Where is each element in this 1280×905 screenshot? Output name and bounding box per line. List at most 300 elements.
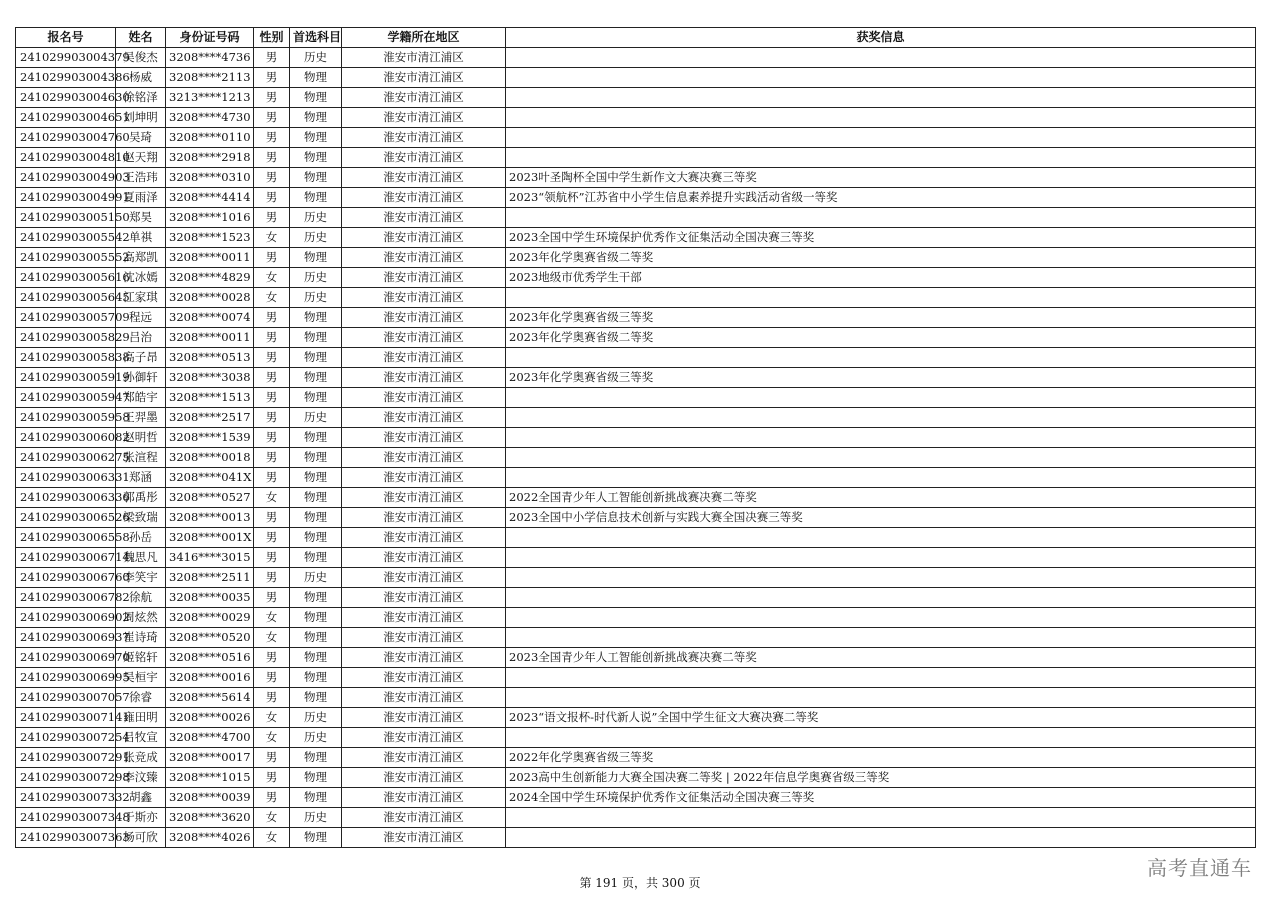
cell-first-subject: 物理 [290, 508, 342, 528]
cell-awards [506, 68, 1256, 88]
cell-awards [506, 528, 1256, 548]
cell-school-region: 淮安市清江浦区 [342, 388, 506, 408]
table-row [16, 128, 1256, 148]
cell-id-number: 3208****0074 [166, 308, 254, 328]
cell-registration-no: 241029903006995 [16, 668, 116, 688]
cell-id-number: 3208****0016 [166, 668, 254, 688]
cell-school-region: 淮安市清江浦区 [342, 748, 506, 768]
table-row [16, 628, 1256, 648]
cell-gender: 男 [254, 668, 290, 688]
table-row [16, 668, 1256, 688]
table-row [16, 508, 1256, 528]
cell-first-subject: 历史 [290, 568, 342, 588]
table-row [16, 528, 1256, 548]
cell-gender: 女 [254, 608, 290, 628]
cell-school-region: 淮安市清江浦区 [342, 428, 506, 448]
cell-school-region: 淮安市清江浦区 [342, 548, 506, 568]
cell-school-region: 淮安市清江浦区 [342, 48, 506, 68]
cell-registration-no: 241029903006082 [16, 428, 116, 448]
cell-name: 姬铭轩 [116, 648, 166, 668]
cell-first-subject: 物理 [290, 448, 342, 468]
cell-school-region: 淮安市清江浦区 [342, 628, 506, 648]
cell-school-region: 淮安市清江浦区 [342, 88, 506, 108]
cell-gender: 男 [254, 88, 290, 108]
cell-name: 李笑宇 [116, 568, 166, 588]
table-row [16, 788, 1256, 808]
cell-awards: 2023年化学奥赛省级二等奖 [506, 248, 1256, 268]
table-row [16, 108, 1256, 128]
header-id-number: 身份证号码 [166, 28, 254, 48]
cell-first-subject: 物理 [290, 388, 342, 408]
table-row [16, 188, 1256, 208]
header-school-region: 学籍所在地区 [342, 28, 506, 48]
cell-name: 于斯亦 [116, 808, 166, 828]
watermark-logo: 高考直通车 [1147, 856, 1252, 880]
cell-id-number: 3208****0516 [166, 648, 254, 668]
cell-first-subject: 物理 [290, 648, 342, 668]
cell-first-subject: 历史 [290, 728, 342, 748]
cell-school-region: 淮安市清江浦区 [342, 208, 506, 228]
cell-gender: 男 [254, 388, 290, 408]
cell-school-region: 淮安市清江浦区 [342, 708, 506, 728]
cell-awards [506, 288, 1256, 308]
cell-gender: 男 [254, 548, 290, 568]
cell-id-number: 3208****5614 [166, 688, 254, 708]
table-row [16, 828, 1256, 848]
cell-id-number: 3208****4730 [166, 108, 254, 128]
cell-registration-no: 241029903006937 [16, 628, 116, 648]
cell-registration-no: 241029903005919 [16, 368, 116, 388]
cell-registration-no: 241029903005709 [16, 308, 116, 328]
table-row [16, 348, 1256, 368]
cell-school-region: 淮安市清江浦区 [342, 788, 506, 808]
cell-name: 高郑凯 [116, 248, 166, 268]
cell-first-subject: 物理 [290, 348, 342, 368]
cell-registration-no: 241029903006336 [16, 488, 116, 508]
table-row [16, 408, 1256, 428]
cell-gender: 男 [254, 468, 290, 488]
cell-gender: 女 [254, 828, 290, 848]
table-row [16, 768, 1256, 788]
header-gender: 性别 [254, 28, 290, 48]
cell-first-subject: 历史 [290, 808, 342, 828]
cell-id-number: 3208****0527 [166, 488, 254, 508]
cell-registration-no: 241029903004991 [16, 188, 116, 208]
cell-id-number: 3208****0310 [166, 168, 254, 188]
table-row [16, 708, 1256, 728]
cell-id-number: 3208****3038 [166, 368, 254, 388]
cell-school-region: 淮安市清江浦区 [342, 248, 506, 268]
cell-registration-no: 241029903005542 [16, 228, 116, 248]
cell-registration-no: 241029903006782 [16, 588, 116, 608]
cell-awards [506, 668, 1256, 688]
cell-gender: 女 [254, 228, 290, 248]
cell-registration-no: 241029903006275 [16, 448, 116, 468]
cell-school-region: 淮安市清江浦区 [342, 108, 506, 128]
cell-school-region: 淮安市清江浦区 [342, 488, 506, 508]
cell-gender: 男 [254, 348, 290, 368]
cell-awards [506, 608, 1256, 628]
cell-awards: 2023叶圣陶杯全国中学生新作文大赛决赛三等奖 [506, 168, 1256, 188]
cell-awards [506, 48, 1256, 68]
cell-awards [506, 588, 1256, 608]
table-row [16, 328, 1256, 348]
cell-gender: 女 [254, 728, 290, 748]
cell-name: 雍田明 [116, 708, 166, 728]
cell-school-region: 淮安市清江浦区 [342, 368, 506, 388]
cell-registration-no: 241029903004903 [16, 168, 116, 188]
cell-awards: 2023全国青少年人工智能创新挑战赛决赛二等奖 [506, 648, 1256, 668]
cell-school-region: 淮安市清江浦区 [342, 808, 506, 828]
cell-school-region: 淮安市清江浦区 [342, 268, 506, 288]
header-first-subject: 首选科目 [290, 28, 342, 48]
cell-name: 单祺 [116, 228, 166, 248]
cell-awards [506, 628, 1256, 648]
cell-registration-no: 241029903007363 [16, 828, 116, 848]
cell-awards: 2023全国中学生环境保护优秀作文征集活动全国决赛三等奖 [506, 228, 1256, 248]
cell-awards [506, 128, 1256, 148]
header-registration-no: 报名号 [16, 28, 116, 48]
cell-gender: 男 [254, 308, 290, 328]
cell-school-region: 淮安市清江浦区 [342, 828, 506, 848]
table-row [16, 568, 1256, 588]
cell-id-number: 3208****0035 [166, 588, 254, 608]
cell-first-subject: 物理 [290, 328, 342, 348]
cell-gender: 女 [254, 708, 290, 728]
cell-name: 沈冰嫣 [116, 268, 166, 288]
cell-awards [506, 408, 1256, 428]
table-row [16, 608, 1256, 628]
cell-name: 高子昂 [116, 348, 166, 368]
cell-id-number: 3208****0017 [166, 748, 254, 768]
cell-registration-no: 241029903007057 [16, 688, 116, 708]
table-row [16, 548, 1256, 568]
cell-id-number: 3208****4829 [166, 268, 254, 288]
cell-id-number: 3208****4736 [166, 48, 254, 68]
cell-awards: 2023年化学奥赛省级三等奖 [506, 308, 1256, 328]
cell-registration-no: 241029903007298 [16, 768, 116, 788]
cell-id-number: 3208****001X [166, 528, 254, 548]
cell-gender: 男 [254, 68, 290, 88]
cell-registration-no: 241029903007141 [16, 708, 116, 728]
cell-id-number: 3208****0520 [166, 628, 254, 648]
cell-name: 郑涵 [116, 468, 166, 488]
cell-gender: 男 [254, 188, 290, 208]
cell-registration-no: 241029903004810 [16, 148, 116, 168]
cell-first-subject: 历史 [290, 288, 342, 308]
cell-school-region: 淮安市清江浦区 [342, 568, 506, 588]
cell-name: 李汶臻 [116, 768, 166, 788]
cell-id-number: 3208****0039 [166, 788, 254, 808]
cell-awards [506, 468, 1256, 488]
cell-first-subject: 物理 [290, 748, 342, 768]
cell-awards: 2022全国青少年人工智能创新挑战赛决赛二等奖 [506, 488, 1256, 508]
cell-awards: 2023“语文报杯-时代新人说”全国中学生征文大赛决赛二等奖 [506, 708, 1256, 728]
cell-awards [506, 808, 1256, 828]
cell-school-region: 淮安市清江浦区 [342, 348, 506, 368]
cell-school-region: 淮安市清江浦区 [342, 148, 506, 168]
cell-first-subject: 物理 [290, 788, 342, 808]
cell-gender: 男 [254, 748, 290, 768]
cell-registration-no: 241029903005616 [16, 268, 116, 288]
cell-first-subject: 物理 [290, 628, 342, 648]
cell-id-number: 3213****1213 [166, 88, 254, 108]
cell-id-number: 3208****4026 [166, 828, 254, 848]
cell-name: 张竞成 [116, 748, 166, 768]
cell-school-region: 淮安市清江浦区 [342, 768, 506, 788]
cell-registration-no: 241029903004379 [16, 48, 116, 68]
cell-first-subject: 物理 [290, 608, 342, 628]
admission-table [15, 27, 1256, 848]
cell-school-region: 淮安市清江浦区 [342, 528, 506, 548]
cell-registration-no: 241029903006714 [16, 548, 116, 568]
cell-school-region: 淮安市清江浦区 [342, 408, 506, 428]
table-row [16, 588, 1256, 608]
cell-first-subject: 物理 [290, 468, 342, 488]
cell-school-region: 淮安市清江浦区 [342, 168, 506, 188]
cell-awards: 2024全国中学生环境保护优秀作文征集活动全国决赛三等奖 [506, 788, 1256, 808]
cell-name: 吕治 [116, 328, 166, 348]
table-row [16, 308, 1256, 328]
table-row [16, 688, 1256, 708]
cell-gender: 男 [254, 48, 290, 68]
cell-school-region: 淮安市清江浦区 [342, 728, 506, 748]
cell-gender: 男 [254, 328, 290, 348]
cell-awards [506, 428, 1256, 448]
cell-name: 孙御轩 [116, 368, 166, 388]
table-row [16, 428, 1256, 448]
cell-awards [506, 88, 1256, 108]
cell-registration-no: 241029903004760 [16, 128, 116, 148]
cell-registration-no: 241029903005838 [16, 348, 116, 368]
cell-gender: 男 [254, 428, 290, 448]
cell-first-subject: 物理 [290, 548, 342, 568]
cell-id-number: 3208****2113 [166, 68, 254, 88]
cell-name: 周炫然 [116, 608, 166, 628]
cell-first-subject: 历史 [290, 48, 342, 68]
cell-id-number: 3208****2511 [166, 568, 254, 588]
page-number: 第 191 页，共 300 页 [579, 876, 701, 890]
cell-school-region: 淮安市清江浦区 [342, 588, 506, 608]
cell-awards [506, 448, 1256, 468]
cell-registration-no: 241029903006526 [16, 508, 116, 528]
cell-first-subject: 物理 [290, 108, 342, 128]
cell-id-number: 3208****1015 [166, 768, 254, 788]
cell-name: 徐航 [116, 588, 166, 608]
cell-gender: 女 [254, 288, 290, 308]
cell-registration-no: 241029903005150 [16, 208, 116, 228]
cell-gender: 男 [254, 408, 290, 428]
header-name: 姓名 [116, 28, 166, 48]
cell-awards: 2022年化学奥赛省级三等奖 [506, 748, 1256, 768]
cell-name: 崔诗琦 [116, 628, 166, 648]
cell-id-number: 3208****0028 [166, 288, 254, 308]
cell-registration-no: 241029903005645 [16, 288, 116, 308]
cell-awards [506, 148, 1256, 168]
cell-registration-no: 241029903007348 [16, 808, 116, 828]
cell-gender: 男 [254, 248, 290, 268]
table-row [16, 48, 1256, 68]
cell-registration-no: 241029903006558 [16, 528, 116, 548]
cell-first-subject: 物理 [290, 68, 342, 88]
cell-name: 赵明哲 [116, 428, 166, 448]
cell-gender: 女 [254, 808, 290, 828]
cell-registration-no: 241029903007332 [16, 788, 116, 808]
table-row [16, 88, 1256, 108]
cell-awards: 2023年化学奥赛省级二等奖 [506, 328, 1256, 348]
table-row [16, 228, 1256, 248]
cell-awards [506, 688, 1256, 708]
cell-gender: 男 [254, 368, 290, 388]
table-row [16, 488, 1256, 508]
cell-school-region: 淮安市清江浦区 [342, 128, 506, 148]
cell-first-subject: 物理 [290, 88, 342, 108]
cell-name: 赵天翔 [116, 148, 166, 168]
cell-awards: 2023地级市优秀学生干部 [506, 268, 1256, 288]
cell-name: 杨威 [116, 68, 166, 88]
cell-school-region: 淮安市清江浦区 [342, 188, 506, 208]
table-row [16, 288, 1256, 308]
table-row [16, 388, 1256, 408]
cell-first-subject: 物理 [290, 248, 342, 268]
cell-name: 吴桓宇 [116, 668, 166, 688]
cell-first-subject: 物理 [290, 168, 342, 188]
cell-id-number: 3208****0029 [166, 608, 254, 628]
cell-first-subject: 历史 [290, 268, 342, 288]
cell-gender: 女 [254, 268, 290, 288]
cell-registration-no: 241029903006970 [16, 648, 116, 668]
cell-school-region: 淮安市清江浦区 [342, 468, 506, 488]
cell-name: 孙岳 [116, 528, 166, 548]
cell-registration-no: 241029903007254 [16, 728, 116, 748]
cell-registration-no: 241029903006331 [16, 468, 116, 488]
cell-gender: 男 [254, 788, 290, 808]
cell-name: 江家琪 [116, 288, 166, 308]
cell-gender: 男 [254, 508, 290, 528]
cell-name: 吴琦 [116, 128, 166, 148]
cell-gender: 男 [254, 208, 290, 228]
cell-name: 杨可欣 [116, 828, 166, 848]
cell-name: 吴俊杰 [116, 48, 166, 68]
table-row [16, 368, 1256, 388]
cell-registration-no: 241029903005947 [16, 388, 116, 408]
cell-first-subject: 物理 [290, 768, 342, 788]
table-row [16, 448, 1256, 468]
cell-gender: 男 [254, 148, 290, 168]
cell-gender: 男 [254, 688, 290, 708]
cell-registration-no: 241029903004386 [16, 68, 116, 88]
cell-gender: 男 [254, 528, 290, 548]
cell-awards [506, 388, 1256, 408]
cell-first-subject: 历史 [290, 228, 342, 248]
cell-id-number: 3208****2517 [166, 408, 254, 428]
cell-school-region: 淮安市清江浦区 [342, 668, 506, 688]
cell-gender: 男 [254, 768, 290, 788]
cell-id-number: 3208****4414 [166, 188, 254, 208]
cell-first-subject: 历史 [290, 208, 342, 228]
cell-id-number: 3208****1513 [166, 388, 254, 408]
cell-awards: 2023全国中小学信息技术创新与实践大赛全国决赛三等奖 [506, 508, 1256, 528]
table-row [16, 808, 1256, 828]
cell-gender: 男 [254, 128, 290, 148]
cell-registration-no: 241029903004651 [16, 108, 116, 128]
table-row [16, 748, 1256, 768]
cell-name: 郑昊 [116, 208, 166, 228]
table-row [16, 148, 1256, 168]
cell-school-region: 淮安市清江浦区 [342, 688, 506, 708]
cell-first-subject: 物理 [290, 668, 342, 688]
cell-id-number: 3208****0013 [166, 508, 254, 528]
cell-first-subject: 物理 [290, 148, 342, 168]
table-row [16, 648, 1256, 668]
cell-first-subject: 物理 [290, 588, 342, 608]
cell-id-number: 3208****0026 [166, 708, 254, 728]
cell-registration-no: 241029903007291 [16, 748, 116, 768]
header-awards: 获奖信息 [506, 28, 1256, 48]
cell-gender: 男 [254, 648, 290, 668]
cell-name: 梁致瑞 [116, 508, 166, 528]
cell-id-number: 3208****4700 [166, 728, 254, 748]
cell-first-subject: 物理 [290, 828, 342, 848]
cell-awards [506, 568, 1256, 588]
table-row [16, 728, 1256, 748]
cell-school-region: 淮安市清江浦区 [342, 608, 506, 628]
cell-id-number: 3208****0110 [166, 128, 254, 148]
cell-name: 王羿墨 [116, 408, 166, 428]
cell-gender: 女 [254, 628, 290, 648]
cell-registration-no: 241029903006760 [16, 568, 116, 588]
cell-first-subject: 物理 [290, 308, 342, 328]
cell-school-region: 淮安市清江浦区 [342, 648, 506, 668]
cell-first-subject: 物理 [290, 368, 342, 388]
cell-name: 郭禹彤 [116, 488, 166, 508]
cell-id-number: 3208****3620 [166, 808, 254, 828]
cell-awards: 2023高中生创新能力大赛全国决赛二等奖 | 2022年信息学奥赛省级三等奖 [506, 768, 1256, 788]
table-row [16, 268, 1256, 288]
cell-id-number: 3208****1539 [166, 428, 254, 448]
table-row [16, 248, 1256, 268]
cell-gender: 男 [254, 168, 290, 188]
cell-gender: 男 [254, 448, 290, 468]
cell-id-number: 3208****1016 [166, 208, 254, 228]
cell-name: 徐铭泽 [116, 88, 166, 108]
cell-name: 夏雨泽 [116, 188, 166, 208]
cell-name: 王浩玮 [116, 168, 166, 188]
cell-awards: 2023年化学奥赛省级三等奖 [506, 368, 1256, 388]
cell-first-subject: 历史 [290, 408, 342, 428]
cell-name: 刘坤明 [116, 108, 166, 128]
cell-registration-no: 241029903004630 [16, 88, 116, 108]
cell-first-subject: 历史 [290, 708, 342, 728]
cell-id-number: 3208****0018 [166, 448, 254, 468]
cell-awards [506, 108, 1256, 128]
cell-first-subject: 物理 [290, 488, 342, 508]
cell-awards [506, 208, 1256, 228]
table-row [16, 468, 1256, 488]
cell-name: 张渲程 [116, 448, 166, 468]
cell-id-number: 3208****0513 [166, 348, 254, 368]
cell-first-subject: 物理 [290, 428, 342, 448]
cell-registration-no: 241029903005552 [16, 248, 116, 268]
cell-name: 吕牧宣 [116, 728, 166, 748]
cell-name: 郑皓宇 [116, 388, 166, 408]
cell-registration-no: 241029903005829 [16, 328, 116, 348]
cell-awards [506, 828, 1256, 848]
header-row [16, 28, 1256, 48]
cell-school-region: 淮安市清江浦区 [342, 508, 506, 528]
cell-school-region: 淮安市清江浦区 [342, 288, 506, 308]
cell-gender: 男 [254, 588, 290, 608]
